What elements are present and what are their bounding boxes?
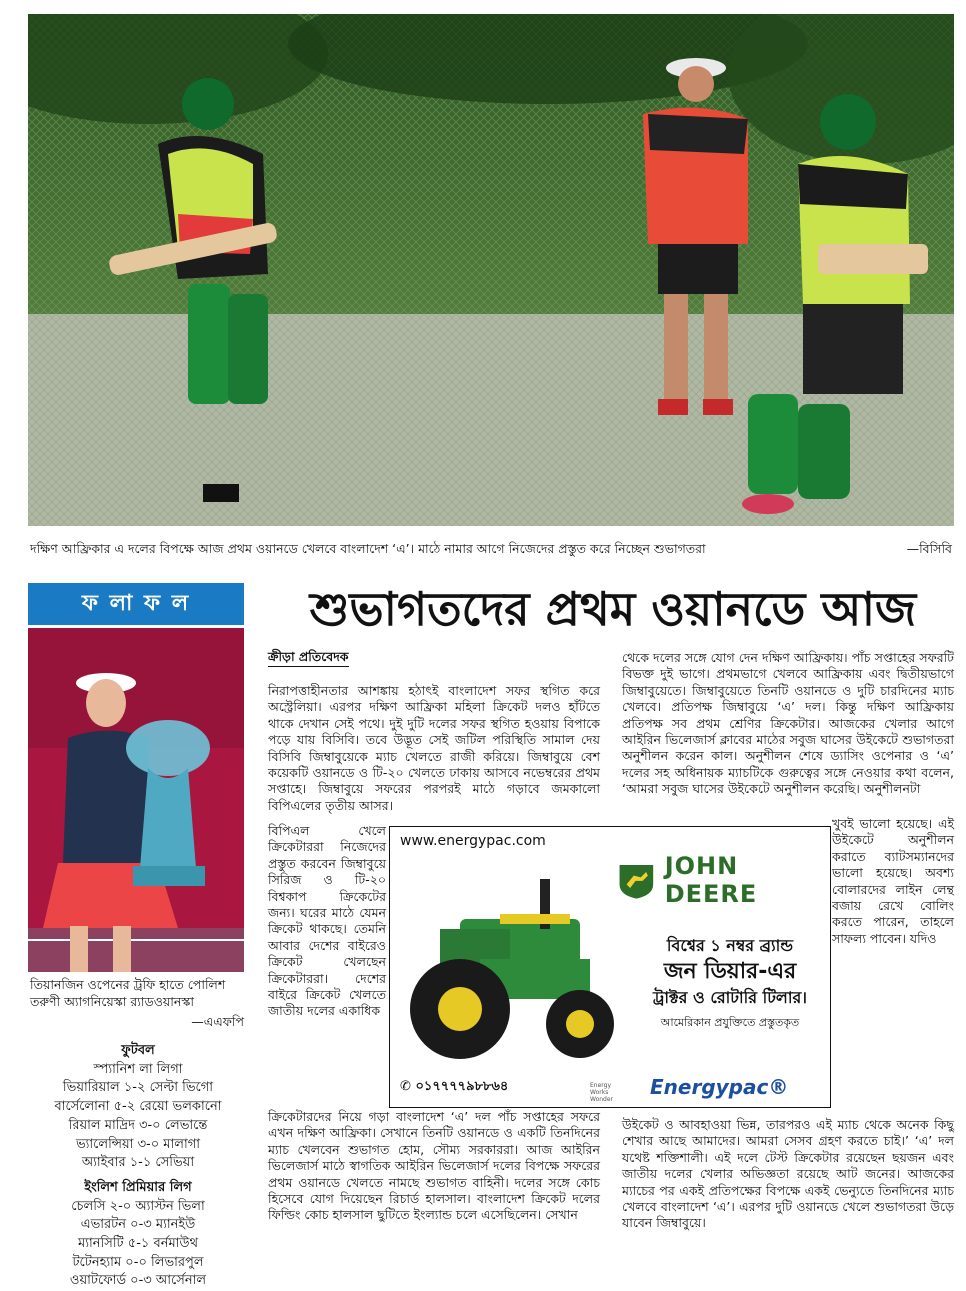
tennis-player-photo <box>28 628 244 972</box>
laliga-result: ভিয়ারিয়াল ১-২ সেল্টা ভিগো <box>62 1080 214 1096</box>
player-photo-credit: —এএফপি <box>191 1014 244 1029</box>
football-title: ফুটবল <box>121 1043 155 1058</box>
energypac-logo: Energypac® <box>650 1075 789 1099</box>
john-deere-advertisement[interactable] <box>389 826 831 1108</box>
epl-result: ম্যানসিটি ৫-১ বর্নমাউথ <box>78 1236 198 1252</box>
results-section-header: ফ লা ফ ল <box>28 583 244 625</box>
photo-credit: —বিসিবি <box>906 541 952 556</box>
photo-caption <box>30 540 952 558</box>
john-deere-logo <box>616 852 820 908</box>
article-column-1-top: নিরাপত্তাহীনতার আশঙ্কায় হঠাৎই বাংলাদেশ সফর স্থগিত করে অস্ট্রেলিয়া। এরপর দক্ষিণ আফ্রিকা মহিলা ক্রিকেট দলও হাঁটতে থাকে দেখান সেই পথে। দুই দুটি দলের সফর স্থগিত হওয়ায় বিপাকে পড়ে যায় বিসিবি। তবে উদ্ভূত সেই জটিল পরিস্থিতি সামাল দেয় বিসিবি জিম্বাবুয়েকে ম্যাচ খেলতে রাজী করিয়ে। জিম্বাবুয়ে বেশ কয়েকটি ওয়ানডে ও টি-২০ খেলতে ঢাকায় আসবে নভেম্বরের প্রথম সপ্তাহে। জিম্বাবুয়ে সফরের পরপরই মাঠে গড়াবে জমকালো বিপিএলের তৃতীয় আসর। <box>268 683 600 813</box>
deer-icon <box>616 857 657 903</box>
ad-slogan-line-4: আমেরিকান প্রযুক্তিতে প্রস্তুতকৃত <box>660 1016 800 1029</box>
epl-title: ইংলিশ প্রিমিয়ার লিগ <box>84 1179 192 1195</box>
epl-result: এভারটন ০-৩ ম্যানইউ <box>80 1217 196 1233</box>
player-caption: তিয়ানজিন ওপেনের ট্রফি হাতে পোলিশ তরুণী অ্যাগনিয়েস্কা র‍্যাডওয়ানস্কা <box>30 977 226 1009</box>
article-column-2-narrow: খুবই ভালো হয়েছে। এই উইকেটে অনুশীলন করাতে ব্যাটসম্যানদের ভালো হয়েছে। অবশ্য বোলারদের লাইন লেন্থ বজায় রেখে বোলিং করতে পারেন, তাহলে সাফল্য পাবেন। যদিও <box>832 816 954 946</box>
article-byline: ক্রীড়া প্রতিবেদক <box>268 648 349 667</box>
epl-result: ওয়াটফোর্ড ০-৩ আর্সেনাল <box>69 1273 207 1289</box>
laliga-result: অ্যাইবার ১-১ সেভিয়া <box>81 1155 195 1171</box>
tractor-image <box>400 859 630 1069</box>
article-column-1-bottom: ক্রিকেটারদের নিয়ে গড়া বাংলাদেশ ‘এ’ দল পাঁচ সপ্তাহের সফরে এখন দক্ষিণ আফ্রিকা। সেখানে তিনটি ওয়ানডে ও একটি তিনদিনের ম্যাচ খেলবেন শুভাগত হোম, সৌম্য সরকাররা। আজ আইরিন ভিলেজার্স মাঠে স্বাগতিক আইরিন ভিলেজার্স দলের বিপক্ষে সফরের প্রথম ওয়ানডে খেলতে নামছে শুভাগত বাহিনী। দলের সঙ্গে কোচ হিসেবে যোগ দিয়েছেন রিচার্ড হালসাল। বাংলাদেশ ক্রিকেট দলের ফিল্ডিং কোচ হালসাল ছুটিতে ইংল্যান্ড চলে এসেছিলেন। সেখান <box>268 1109 600 1223</box>
ad-phone-number: ০১৭৭৭৭৯৮৮৬৪ <box>415 1079 509 1094</box>
ad-slogan-line-3: ট্রাক্টর ও রোটারি টিলার। <box>653 988 807 1007</box>
photo-caption-text: দক্ষিণ আফ্রিকার এ দলের বিপক্ষে আজ প্রথম ওয়ানডে খেলবে বাংলাদেশ ‘এ’। মাঠে নামার আগে নিজেদের প্রস্তুত করে নিচ্ছেন শুভাগতরা <box>30 541 706 556</box>
john-deere-wordmark: JOHN DEERE <box>664 852 758 908</box>
article-headline: শুভাগতদের প্রথম ওয়ানডে আজ <box>309 582 917 636</box>
ad-phone[interactable] <box>400 1077 508 1098</box>
laliga-title: স্প্যানিশ লা লিগা <box>93 1061 183 1077</box>
ad-tagline: Energy Works Wonder <box>590 1082 614 1103</box>
article-column-1-narrow: বিপিএল খেলে ক্রিকেটাররা নিজেদের প্রস্তুত করবেন জিম্বাবুয়ে সিরিজ ও টি-২০ বিশ্বকাপ ক্রিকেটের জন্য। ঘরের মাঠে যেমন ক্রিকেট থাকছে। তেমনি আবার দেশের বাইরেও ক্রিকেট খেলছেন ক্রিকেটাররা। দেশের বাইরে ক্রিকেট খেলতে জাতীয় দলের একাধিক <box>268 823 386 1019</box>
ad-url[interactable]: www.energypac.com <box>400 833 546 849</box>
laliga-result: ভ্যালেন্সিয়া ৩-০ মালাগা <box>75 1136 201 1152</box>
ad-slogan-line-2: জন ডিয়ার-এর <box>663 959 797 984</box>
football-results <box>28 1042 248 1291</box>
epl-result: চেলসি ২-০ অ্যাস্টন ভিলা <box>71 1198 205 1214</box>
epl-result: টটেনহ্যাম ০-০ লিভারপুল <box>72 1254 204 1270</box>
laliga-result: রিয়াল মাদ্রিদ ৩-০ লেভান্তে <box>68 1117 208 1133</box>
article-column-2-top: থেকে দলের সঙ্গে যোগ দেন দক্ষিণ আফ্রিকায়। পাঁচ সপ্তাহের সফরটি বিভক্ত দুই ভাগে। প্রথমভাগে খেলবে আফ্রিকায় এবং দ্বিতীয়ভাগে জিম্বাবুয়েতে। জিম্বাবুয়েতে তিনটি ওয়ানডে ও দুটি চারদিনের ম্যাচ খেলবে। প্রতিপক্ষ জিম্বাবুয়ে ‘এ’ দল। কিন্তু দক্ষিণ আফ্রিকায় প্রতিপক্ষ সব প্রথম শ্রেণির ক্রিকেটার। আজকের খেলার আগে আইরিন ভিলেজার্স ক্লাবের মাঠের সবুজ ঘাসের উইকেটে শুভাগতরা অনুশীলন করেন কাল। অনুশীলন শেষে ড্যাসিং ওপেনার ও ‘এ’ দলের সহ অধিনায়ক ম্যাচটিকে গুরুত্বের সঙ্গে নেওয়ার কথা বলেন, ‘আমরা সবুজ ঘাসের উইকেটে অনুশীলন করেছি। অনুশীলনটা <box>622 650 954 797</box>
article-column-2-bottom: উইকেট ও আবহাওয়া ভিন্ন, তারপরও এই ম্যাচ থেকে অনেক কিছু শেখার আছে আমাদের। আমরা সেসব গ্রহণ করতে চাই।’ ‘এ’ দল যথেষ্ট শক্তিশালী। এই দলে টেস্ট ক্রিকেটার রয়েছেন ছয়জন এবং জাতীয় দলের খেলার অভিজ্ঞতা রয়েছে আট জনের। আজকের ম্যাচের পর একই প্রতিপক্ষের বিপক্ষে একই ভেন্যুতে তিনদিনের ম্যাচ খেলবে বাংলাদেশ ‘এ’। এরপর দুটি ওয়ানডে খেলে শুভাগতরা উড়ে যাবেন জিম্বাবুয়ে। <box>622 1117 954 1231</box>
ad-slogan-line-1: বিশ্বের ১ নম্বর ব্র্যান্ড <box>666 936 794 955</box>
cricket-practice-photo <box>28 14 954 526</box>
phone-icon: ✆ <box>400 1079 411 1094</box>
laliga-result: বার্সেলোনা ৫-২ রেয়ো ভলকানো <box>54 1099 222 1115</box>
ad-slogan <box>640 935 820 1031</box>
